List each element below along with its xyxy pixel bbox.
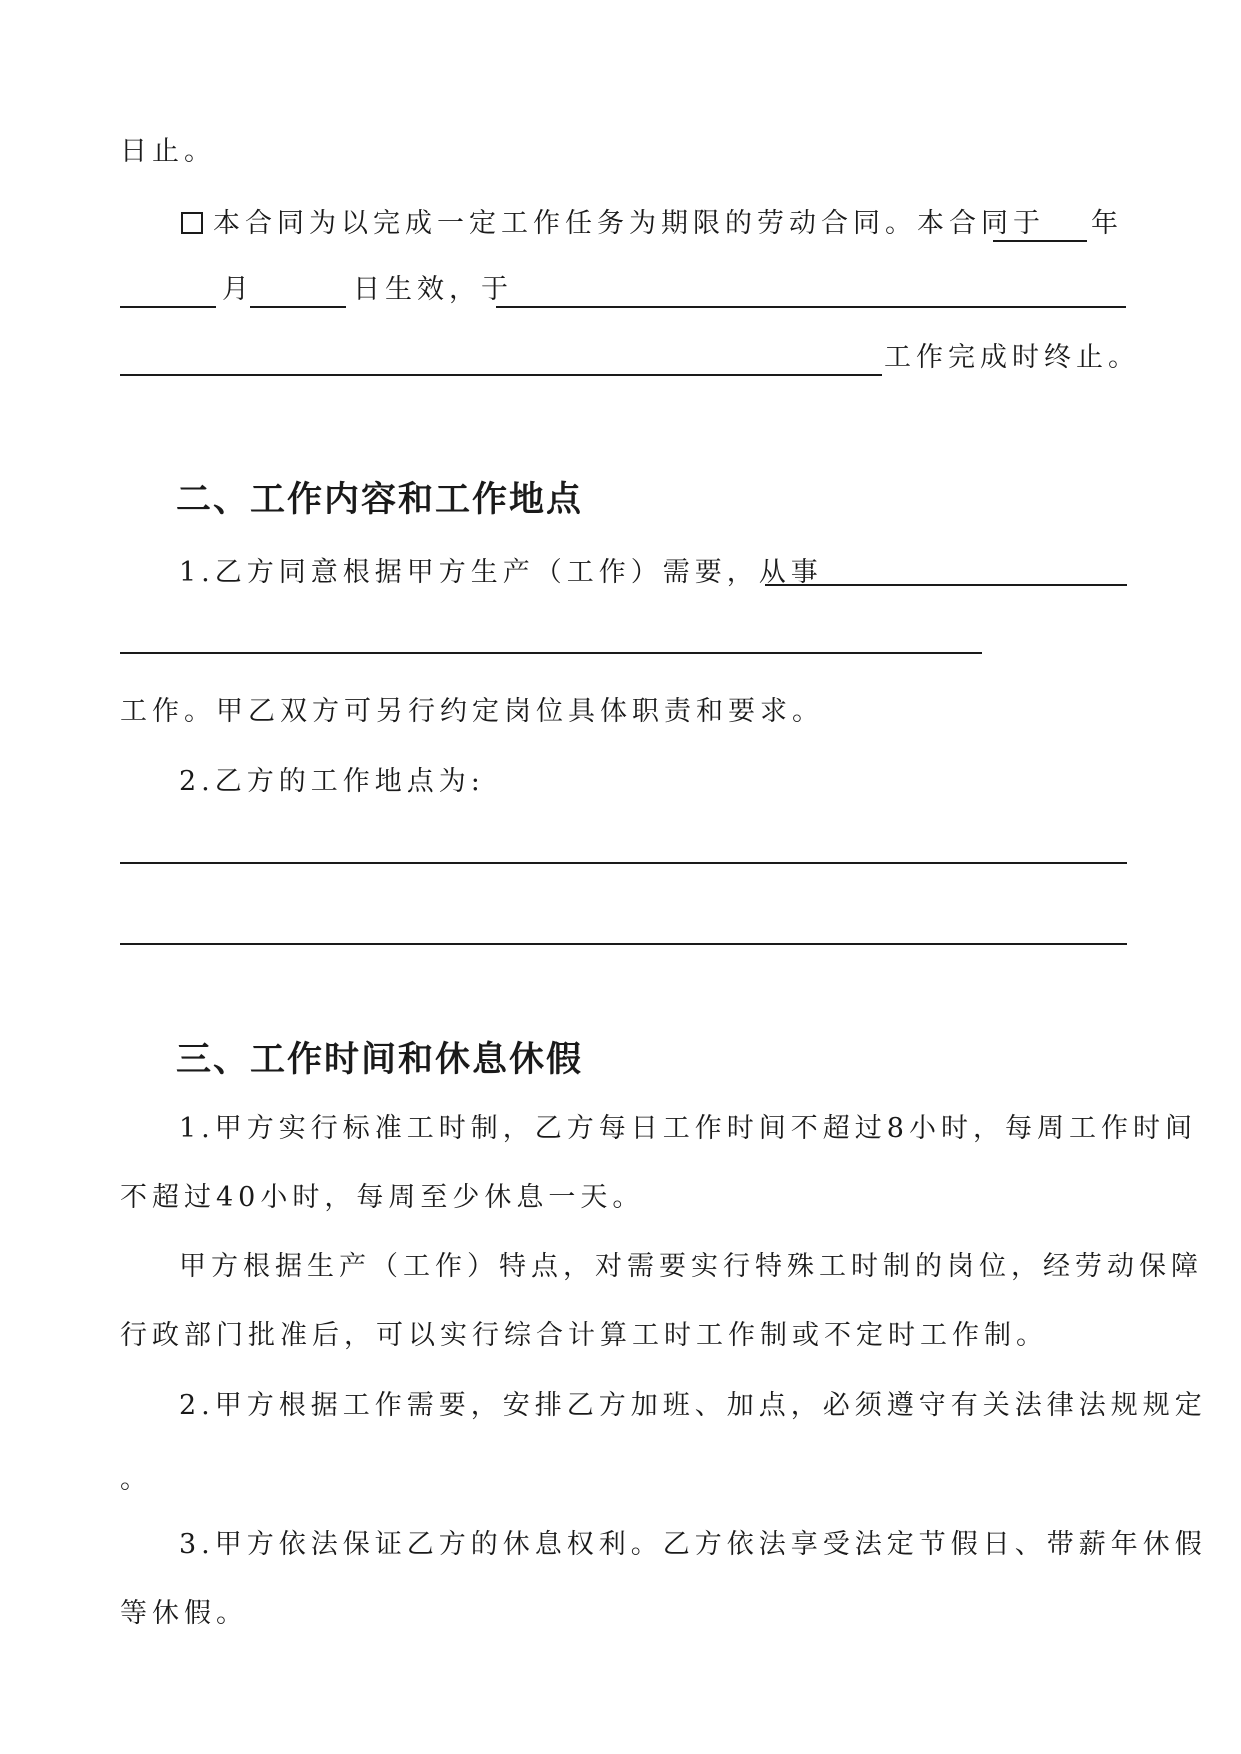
section-2-item-1: 1.乙方同意根据甲方生产（工作）需要，从事: [179, 557, 823, 588]
start-day-field[interactable]: [250, 306, 346, 308]
section-3-p4-line2: 等休假。: [120, 1598, 248, 1629]
section-3-p3-line1: 2.甲方根据工作需要，安排乙方加班、加点，必须遵守有关法律法规规定: [179, 1390, 1207, 1421]
job-content-field-1[interactable]: [765, 584, 1127, 586]
task-description-field-2[interactable]: [120, 374, 882, 376]
section-3-p3-line2: 。: [120, 1464, 152, 1495]
task-contract-checkbox[interactable]: [181, 212, 203, 234]
task-description-field-1[interactable]: [496, 306, 1126, 308]
year-label: 年: [1091, 208, 1123, 239]
task-end-label: 工作完成时终止。: [884, 342, 1140, 373]
section-3-p2-line1: 甲方根据生产（工作）特点，对需要实行特殊工时制的岗位，经劳动保障: [179, 1251, 1203, 1282]
section-2-heading: 二、工作内容和工作地点: [176, 480, 584, 520]
section-3-p1-line2: 不超过40小时，每周至少休息一天。: [120, 1182, 645, 1213]
line-day-end: 日止。: [120, 136, 216, 167]
start-month-field[interactable]: [120, 306, 216, 308]
section-3-p4-line1: 3.甲方依法保证乙方的休息权利。乙方依法享受法定节假日、带薪年休假: [179, 1529, 1207, 1560]
section-2-item-1-end: 工作。甲乙双方可另行约定岗位具体职责和要求。: [120, 696, 824, 727]
work-location-field-1[interactable]: [120, 862, 1127, 864]
job-content-field-2[interactable]: [120, 652, 982, 654]
month-label: 月: [222, 274, 254, 305]
section-3-heading: 三、工作时间和休息休假: [176, 1040, 584, 1080]
start-year-field[interactable]: [993, 240, 1087, 242]
section-3-p2-line2: 行政部门批准后，可以实行综合计算工时工作制或不定时工作制。: [120, 1320, 1048, 1351]
section-2-item-2: 2.乙方的工作地点为:: [179, 766, 485, 797]
work-location-field-2[interactable]: [120, 943, 1127, 945]
section-3-p1-line1: 1.甲方实行标准工时制，乙方每日工作时间不超过8小时，每周工作时间: [179, 1113, 1197, 1144]
day-effective-label: 日生效，于: [353, 274, 513, 305]
task-contract-text: 本合同为以完成一定工作任务为期限的劳动合同。本合同于: [213, 208, 1045, 239]
